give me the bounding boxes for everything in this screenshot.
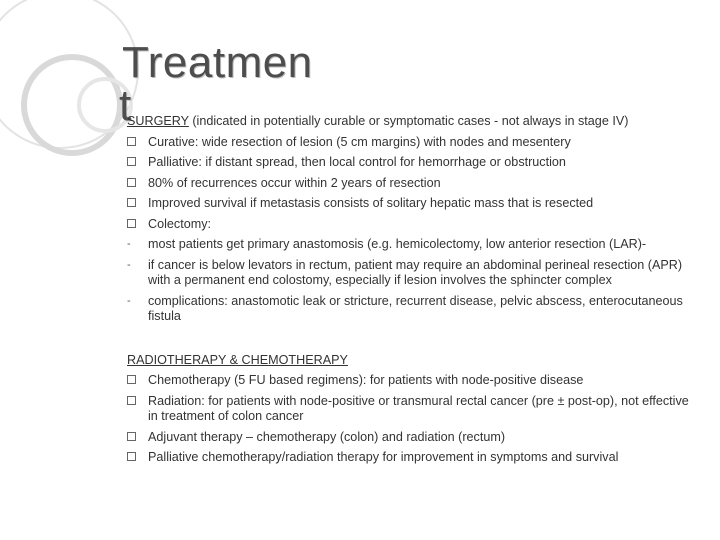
- list-item: [127, 135, 697, 151]
- list-item: [127, 217, 697, 233]
- sub-list-item-text: complications: anastomotic leak or stricture, recurrent disease, pelvic abscess, enterocutaneous fistula: [148, 293, 683, 323]
- bullet-box-icon: [127, 394, 141, 410]
- list-item-text: Adjuvant therapy – chemotherapy (colon) and radiation (rectum): [148, 429, 506, 444]
- list-item: [127, 373, 697, 389]
- bullet-box-icon: [127, 450, 141, 466]
- list-item: [127, 196, 697, 212]
- radiotherapy-section: [127, 353, 697, 466]
- list-item: [127, 394, 697, 425]
- list-item-text: 80% of recurrences occur within 2 years of resection: [148, 175, 441, 190]
- list-item: [127, 430, 697, 446]
- bullet-box-icon: [127, 430, 141, 446]
- sub-list-item-text: if cancer is below levators in rectum, patient may require an abdominal perineal resection (APR) with a permanent end colostomy, especially if lesion involves the sphincter complex: [148, 257, 683, 287]
- surgery-heading: SURGERY: [127, 114, 189, 128]
- dash-marker: -: [127, 294, 131, 307]
- list-item-text: Palliative chemotherapy/radiation therapy for improvement in symptoms and survival: [148, 450, 619, 464]
- slide-body: [127, 114, 697, 471]
- list-item-text: Palliative: if distant spread, then local control for hemorrhage or obstruction: [148, 155, 566, 169]
- decor-circle-large: [0, 0, 138, 148]
- dash-marker: -: [127, 258, 131, 271]
- list-item-text: Curative: wide resection of lesion (5 cm margins) with nodes and mesentery: [148, 134, 571, 149]
- list-item: [127, 176, 697, 192]
- bullet-box-icon: [127, 196, 141, 212]
- list-item: [127, 450, 697, 466]
- slide-title: [122, 38, 313, 88]
- radiotherapy-heading: RADIOTHERAPY & CHEMOTHERAPY: [127, 352, 348, 367]
- sub-list-item-text: most patients get primary anastomosis (e.g. hemicolectomy, low anterior resection (LAR)-: [148, 237, 647, 251]
- bullet-box-icon: [127, 217, 141, 233]
- dash-marker: -: [127, 238, 131, 250]
- title-line-1: Treatmen: [122, 38, 313, 87]
- sub-list-item: [127, 294, 697, 325]
- sub-list-item: [127, 237, 697, 253]
- bullet-box-icon: [127, 373, 141, 389]
- surgery-intro: [127, 114, 697, 130]
- bullet-box-icon: [127, 135, 141, 151]
- list-item-text: Improved survival if metastasis consists of solitary hepatic mass that is resected: [148, 196, 594, 210]
- surgery-intro-text: (indicated in potentially curable or symptomatic cases - not always in stage IV): [188, 114, 629, 128]
- bullet-box-icon: [127, 155, 141, 171]
- list-item-text: Chemotherapy (5 FU based regimens): for patients with node-positive disease: [148, 373, 584, 387]
- sub-list-item: [127, 258, 697, 289]
- list-item-text: Colectomy:: [148, 216, 211, 231]
- bullet-box-icon: [127, 176, 141, 192]
- list-item: [127, 155, 697, 171]
- decor-circle-medium: [24, 57, 120, 153]
- list-item-text: Radiation: for patients with node-positive or transmural rectal cancer (pre ± post-op), not effective in treatment of colon cancer: [148, 393, 689, 423]
- title-line-2: t: [119, 81, 132, 130]
